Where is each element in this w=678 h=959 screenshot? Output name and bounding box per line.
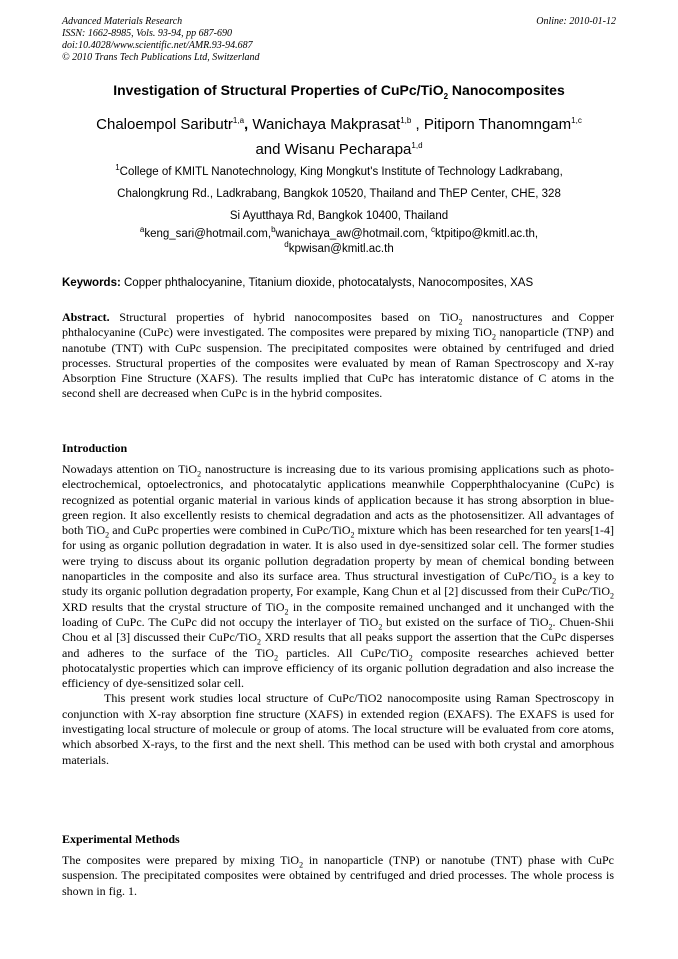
subscript: 2 [548,622,553,632]
paragraph [62,853,614,899]
subscript: 2 [105,530,110,540]
text: composite researches achieved better photocatalystic properties which can improve efficiency of its organic pollution degradation and also increase the efficiency of dye-sensitized solar cell. [62,645,614,691]
paragraph: This present work studies local structure of CuPc/TiO2 nanocomposite using Raman Spectroscopy in conjunction with X-ray absorption fine structure (XAFS) in extended region (EXAFS). The EXAFS is used for investigating local structure of molecule or group of atoms. The local structure will be evaluated from core atoms, which absorbed X-rays, to the first and the next shell. This method can be used with both crystal and amorphous materials. [62,691,614,767]
affiliation-line-3: Si Ayutthaya Rd, Bangkok 10400, Thailand [229,210,449,222]
author-name: Pitiporn Thanomngam [423,116,572,133]
subscript: 2 [552,576,557,586]
subscript: 2 [284,607,289,617]
subscript: 2 [610,591,614,601]
text: but existed on the surface of TiO [382,614,549,629]
subscript: 2 [458,317,463,327]
author-line-2 [40,137,638,162]
subscript: 2 [299,860,304,870]
text: nanostructure is increasing due to its various promising applications such as photo-electrochemical, optoelectronics, and photocatalytic applications meanwhile Copperphthalocyanine (CuPc) is recognized as potential organic material in various kinds of application because it has strong absorption in blue-green region. It also excellently resists to chemical degradation and acts as the photosensitizer. All advantages of both TiO [62,462,614,538]
paper-title [40,82,638,99]
affiliation-text: College of KMITL Nanotechnology, King Mongkut's Institute of Technology Ladkrabang, [119,166,563,178]
subscript: 2 [350,530,355,540]
author-affil-mark: 1,a [232,116,245,125]
author-name: Chaloempol Saributr [96,116,233,133]
abstract-label: Abstract. [62,310,110,324]
subscript: 2 [274,652,279,662]
email-line-1 [40,227,638,242]
title-subscript: 2 [443,91,449,101]
author-list [40,112,638,162]
title-text-end: Nanocomposites [448,82,565,98]
email-address: keng_sari@hotmail.com, [144,228,272,240]
subscript: 2 [197,469,202,479]
affiliation [40,161,638,227]
journal-doi: doi:10.4028/www.scientific.net/AMR.93-94.687 [62,40,253,51]
text: particles. All CuPc/TiO [278,645,409,660]
journal-name: Advanced Materials Research [62,16,183,27]
author-affil-mark: 1,c [571,116,582,125]
author-separator: , [244,116,253,133]
text: XRD results that the crystal structure of TiO [62,599,285,614]
text: and CuPc properties were combined in CuPc/TiO [109,523,351,538]
introduction-section [62,462,614,768]
section-heading-experimental: Experimental Methods [62,832,180,846]
journal-copyright: © 2010 Trans Tech Publications Ltd, Switzerland [62,52,260,63]
abstract [62,310,614,402]
abstract-text: Structural properties of hybrid nanocomposites based on TiO [109,310,459,324]
author-separator: , [411,116,424,133]
author-name: and Wisanu Pecharapa [255,141,412,158]
subscript: 2 [491,332,496,342]
subscript: 2 [378,622,383,632]
email-address: ktpitipo@kmitl.ac.th, [435,228,539,240]
subscript: 2 [408,652,413,662]
text: XRD results that all peaks support the assertion that the CuPc disperses and adheres to the surface of the TiO [62,630,614,660]
email-line-2 [40,242,638,257]
subscript: 2 [257,637,262,647]
email-mark: d [284,240,289,250]
email-mark: b [271,225,276,235]
text: Nowadays attention on TiO [62,462,198,476]
affiliation-line-1 [40,161,638,183]
keywords [62,276,618,291]
paragraph [62,462,614,691]
text: is a key to study its organic pollution degradation property, For example, Kang Chun et al [2] discussed from their CuPc/TiO [62,569,615,599]
affiliation-line-2: Chalongkrung Rd., Ladkrabang, Bangkok 10520, Thailand and ThEP Center, CHE, 328 [117,188,561,200]
affiliation-mark: 1 [115,163,120,173]
author-emails [40,227,638,257]
keywords-label: Keywords: [62,277,121,289]
email-address: kpwisan@kmitl.ac.th [288,243,394,255]
text: The composites were prepared by mixing TiO [62,853,300,867]
online-date: Online: 2010-01-12 [536,16,616,27]
keywords-text: Copper phthalocyanine, Titanium dioxide, photocatalysts, Nanocomposites, XAS [120,277,534,289]
author-affil-mark: 1,b [400,116,412,125]
title-text: Investigation of Structural Properties of CuPc/TiO [113,82,444,98]
author-affil-mark: 1,d [411,141,423,150]
abstract-text: nanoparticle (TNP) and nanotube (TNT) with CuPc suspension. The precipitated composites were obtained by centrifuged and dried processes. Structural properties of the composites were evaluated by mean of Raman Spectroscopy and X-ray Absorption Fine Structure (XAFS). The results implied that CuPc has interatomic distance of C atoms in the second shell are decreased when CuPc is in the hybrid composites. [62,325,615,401]
section-heading-introduction: Introduction [62,441,128,455]
experimental-section [62,853,614,899]
abstract-text: nanostructures and Copper phthalocyanine (CuPc) were investigated. The composites were prepared by mixing TiO [62,310,614,340]
text: in the composite remained unchanged and it unchanged with the loading of CuPc. The CuPc did not occupy the interlayer of TiO [62,599,614,629]
email-address: wanichaya_aw@hotmail.com, [275,228,432,240]
text: mixture which has been researched for ten years[1-4] for using as organic pollution degradation in water. It is also used in dye-sensitized solar cell. The former studies were trying to discuss about its organic pollution degradation property by mean of chemical bonding between nanoparticles in the composite and also its surface area. Thus structural investigation of CuPc/TiO [62,523,615,584]
text: . Chuen-Shii Chou et al [3] discussed their CuPc/TiO [62,614,615,645]
journal-issn: ISSN: 1662-8985, Vols. 93-94, pp 687-690 [62,28,232,39]
author-name: Wanichaya Makprasat [252,116,401,133]
email-mark: c [431,225,436,235]
text: in nanoparticle (TNP) or nanotube (TNT) phase with CuPc suspension. The precipitated composites were obtained by centrifuged and dried processes. The whole process is shown in fig. 1. [62,853,614,898]
journal-header [62,16,616,64]
email-mark: a [139,225,145,235]
